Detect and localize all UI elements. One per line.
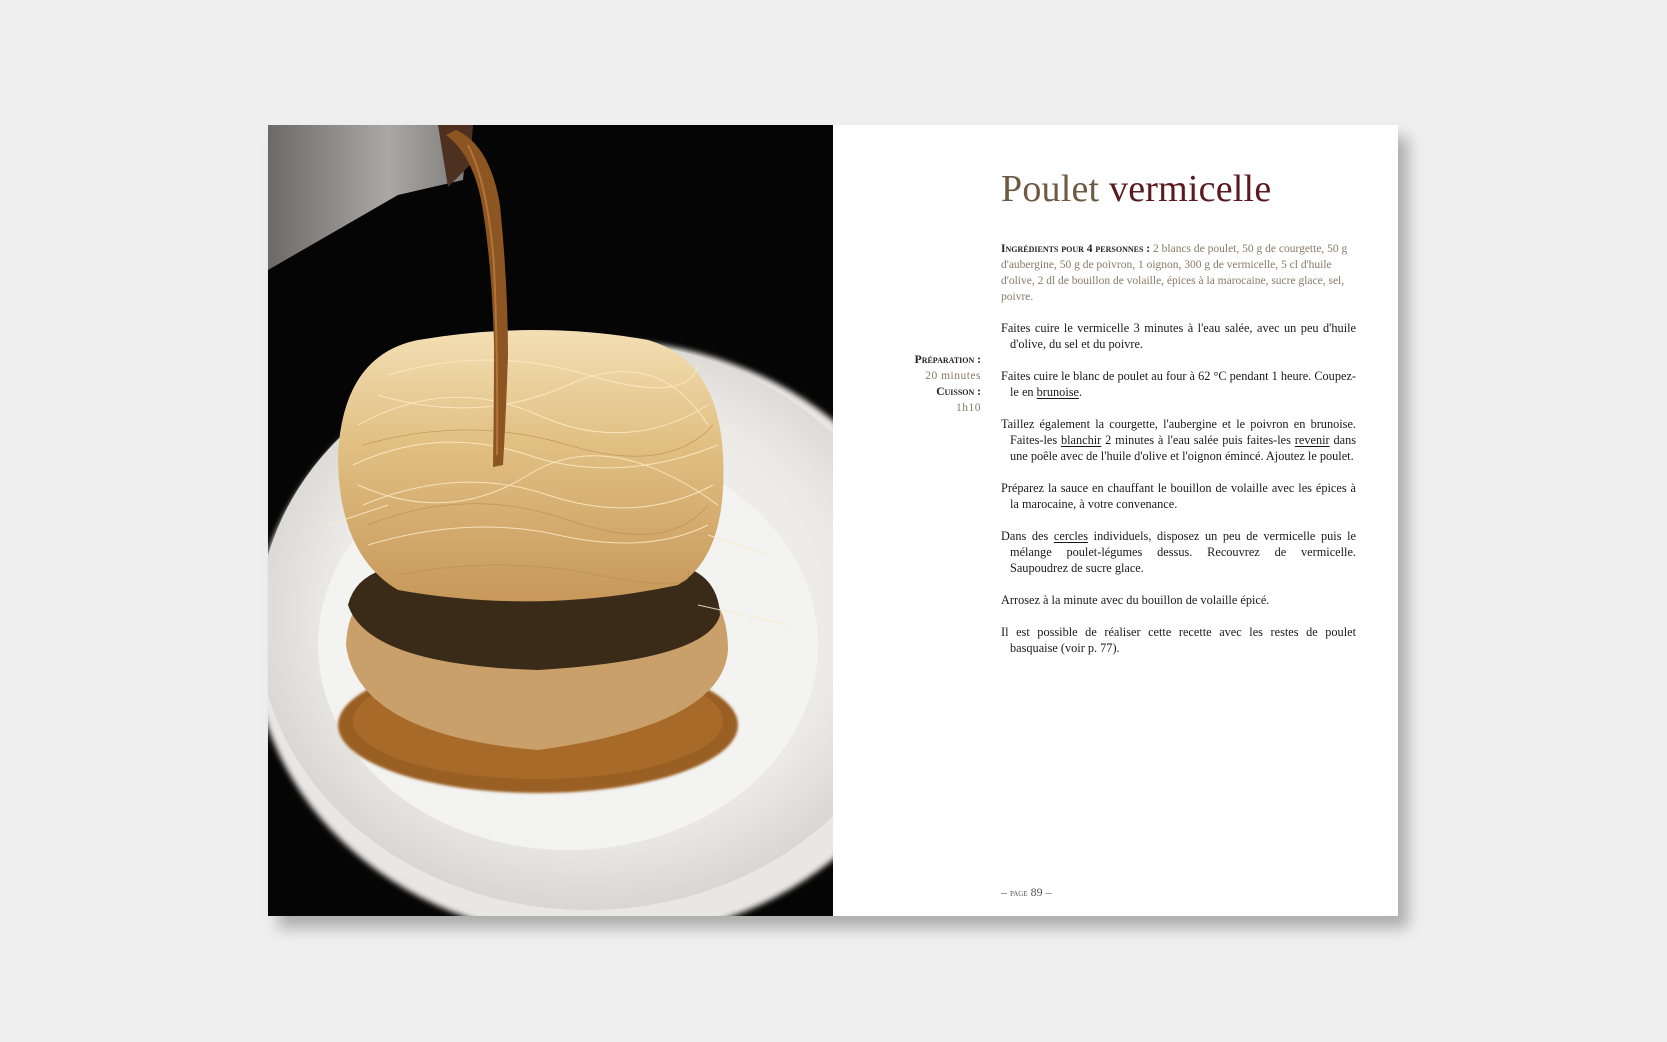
timing-block — [915, 352, 981, 416]
step-3-text-a: Taillez également la courgette, l'aubergine et le poivron en brunoise. Faites-les — [1001, 417, 1356, 447]
page-number — [1001, 885, 1052, 900]
step-5-text-b: individuels, disposez un peu de vermicelle puis le mélange poulet-légumes dessus. Recouvrez de vermicelle. Saupoudrez de sucre glace. — [1010, 529, 1356, 575]
ingredients-text: 2 blancs de poulet, 50 g de courgette, 50 g d'aubergine, 50 g de poivron, 1 oignon, 300 g de vermicelle, 5 cl d'huile d'olive, 2 dl de bouillon de volaille, épices à la marocaine, sucre glace, sel, poivre. — [1001, 243, 1348, 303]
recipe-steps — [1001, 320, 1356, 672]
link-cercles[interactable]: cercles — [1053, 529, 1089, 543]
folio-suffix: – — [1042, 885, 1052, 899]
prep-value: 20 minutes — [925, 370, 981, 382]
step-5 — [1001, 528, 1356, 576]
step-5-text-a: Dans des — [1001, 529, 1054, 543]
link-blanchir[interactable]: blanchir — [1060, 433, 1102, 447]
folio-prefix: – — [1001, 885, 1010, 899]
recipe-title-part1: Poulet — [1001, 168, 1100, 210]
prep-label: Préparation : — [914, 354, 981, 366]
step-3-text-b: 2 minutes à l'eau salée puis faites-les — [1101, 433, 1295, 447]
link-revenir[interactable]: revenir — [1294, 433, 1330, 447]
book-spread — [268, 125, 1398, 916]
step-2 — [1001, 368, 1356, 400]
link-brunoise[interactable]: brunoise — [1036, 385, 1079, 399]
step-6: Arrosez à la minute avec du bouillon de volaille épicé. — [1001, 593, 1270, 607]
step-3-text-c: dans une poêle avec de l'huile d'olive et l'oignon émincé. Ajoutez le poulet. — [1010, 433, 1356, 463]
dish-photo — [268, 125, 833, 916]
step-3 — [1001, 416, 1356, 464]
folio-word: page — [1010, 888, 1028, 899]
step-1: Faites cuire le vermicelle 3 minutes à l'eau salée, avec un peu d'huile d'olive, du sel et du poivre. — [1001, 321, 1356, 351]
cook-label: Cuisson : — [936, 386, 981, 398]
ingredients-block — [1001, 241, 1356, 305]
recipe-page — [833, 125, 1398, 916]
recipe-title-part2: vermicelle — [1109, 168, 1272, 210]
vermicelli-dish-illustration — [268, 125, 833, 916]
step-2-text-a: Faites cuire le blanc de poulet au four à 62 °C pendant 1 heure. Coupez-le en — [1001, 369, 1356, 399]
step-4: Préparez la sauce en chauffant le bouillon de volaille avec les épices à la marocaine, à votre convenance. — [1001, 481, 1356, 511]
step-2-text-b: . — [1079, 385, 1083, 399]
step-7: Il est possible de réaliser cette recette avec les restes de poulet basquaise (voir p. 77). — [1001, 625, 1356, 655]
recipe-title — [1001, 167, 1271, 211]
cook-value: 1h10 — [956, 402, 981, 414]
ingredients-label: Ingrédients pour 4 personnes : — [1001, 243, 1151, 255]
folio-number: 89 — [1030, 885, 1043, 899]
